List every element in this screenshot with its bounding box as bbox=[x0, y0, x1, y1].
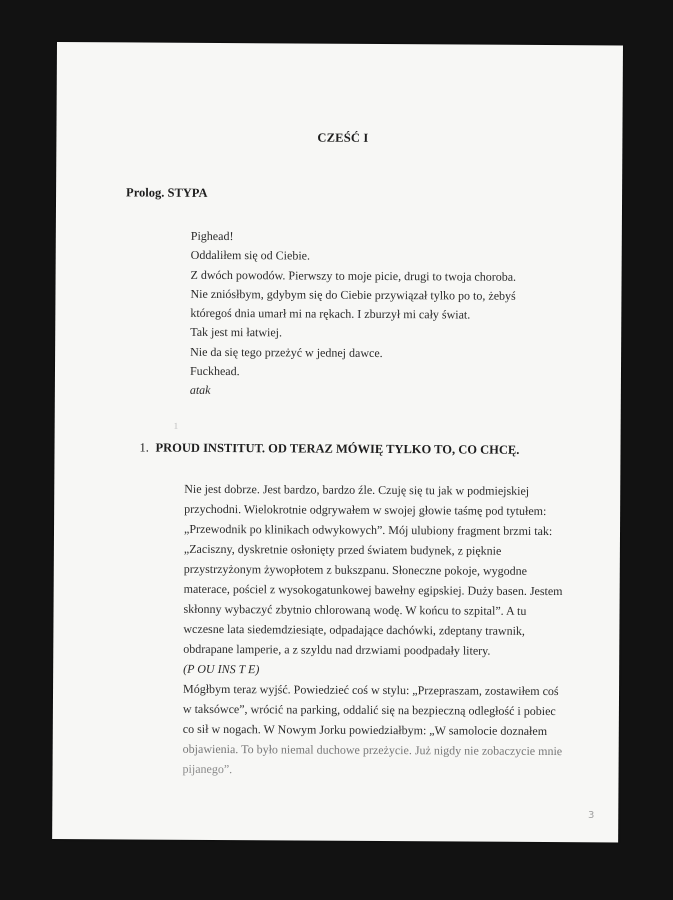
poem-line: Tak jest mi łatwiej. bbox=[190, 325, 283, 340]
body-line: co sił w nogach. W Nowym Jorku powiedziałbym: „W samolocie doznałem bbox=[182, 721, 548, 739]
part-title: CZEŚĆ I bbox=[317, 130, 369, 145]
body-line: obdrapane lamperie, a z szyldu nad drzwiami poodpadały litery. bbox=[183, 641, 491, 658]
body-line: materace, pościel z wysokogatunkowej bawełny egipskiej. Duży basen. Jestem bbox=[183, 581, 563, 599]
poem-line: Oddaliłem się od Ciebie. bbox=[190, 248, 311, 263]
chapter-title: PROUD INSTITUT. OD TERAZ MÓWIĘ TYLKO TO, CO CHCĘ. bbox=[155, 440, 520, 457]
body-line: Mógłbym teraz wyjść. Powiedzieć coś w stylu: „Przepraszam, zostawiłem coś bbox=[183, 681, 559, 699]
chapter-number: 1. bbox=[139, 440, 149, 455]
chapter-body bbox=[183, 479, 564, 781]
body-line: w taksówce”, wrócić na parking, oddalić się na bezpieczną odległość i pobiec bbox=[182, 701, 556, 719]
margin-tick: 1 bbox=[173, 420, 179, 431]
document-page bbox=[52, 42, 623, 842]
body-line: wczesne lata siedemdziesiąte, odpadające dachówki, zdeptany trawnik, bbox=[183, 621, 525, 638]
poem-line: Nie da się tego przeżyć w jednej dawce. bbox=[190, 344, 383, 360]
poem-line: Nie zniósłbym, gdybym się do Ciebie przywiązał tylko po to, żebyś bbox=[190, 286, 516, 303]
sign-letters: (P OU INS T E) bbox=[183, 661, 260, 677]
body-line: przychodni. Wielokrotnie odgrywałem w swojej głowie taśmę pod tytułem: bbox=[184, 501, 547, 518]
body-line: „Przewodnik po klinikach odwykowych”. Mój ulubiony fragment brzmi tak: bbox=[183, 521, 553, 539]
body-line: skłonny wybaczyć zbytnio chlorowaną wodę. W końcu to szpital”. A tu bbox=[183, 601, 527, 618]
page-number: 3 bbox=[588, 810, 595, 821]
poem-line: któregoś dnia umarł mi na rękach. I zburzył mi cały świat. bbox=[190, 306, 471, 322]
body-line: „Zaciszny, dyskretnie osłonięty przed światem budynek, z pięknie bbox=[183, 541, 502, 558]
body-line: pijanego”. bbox=[182, 761, 233, 777]
body-line: Nie jest dobrze. Jest bardzo, bardzo źle. Czuję się tu jak w podmiejskiej bbox=[184, 481, 530, 498]
body-line: przystrzyżonym żywopłotem z bukszpanu. Słoneczne pokoje, wygodne bbox=[183, 561, 528, 578]
prolog-poem bbox=[190, 227, 517, 403]
poem-line: Fuckhead. bbox=[189, 363, 240, 379]
body-line: objawienia. To było niemal duchowe przeżycie. Już nigdy nie zobaczycie mnie bbox=[182, 741, 563, 759]
poem-signature: atak bbox=[189, 383, 211, 398]
prolog-heading: Prolog. STYPA bbox=[126, 185, 208, 200]
poem-line: Pighead! bbox=[190, 228, 234, 244]
poem-line: Z dwóch powodów. Pierwszy to moje picie, drugi to twoja choroba. bbox=[190, 267, 517, 284]
